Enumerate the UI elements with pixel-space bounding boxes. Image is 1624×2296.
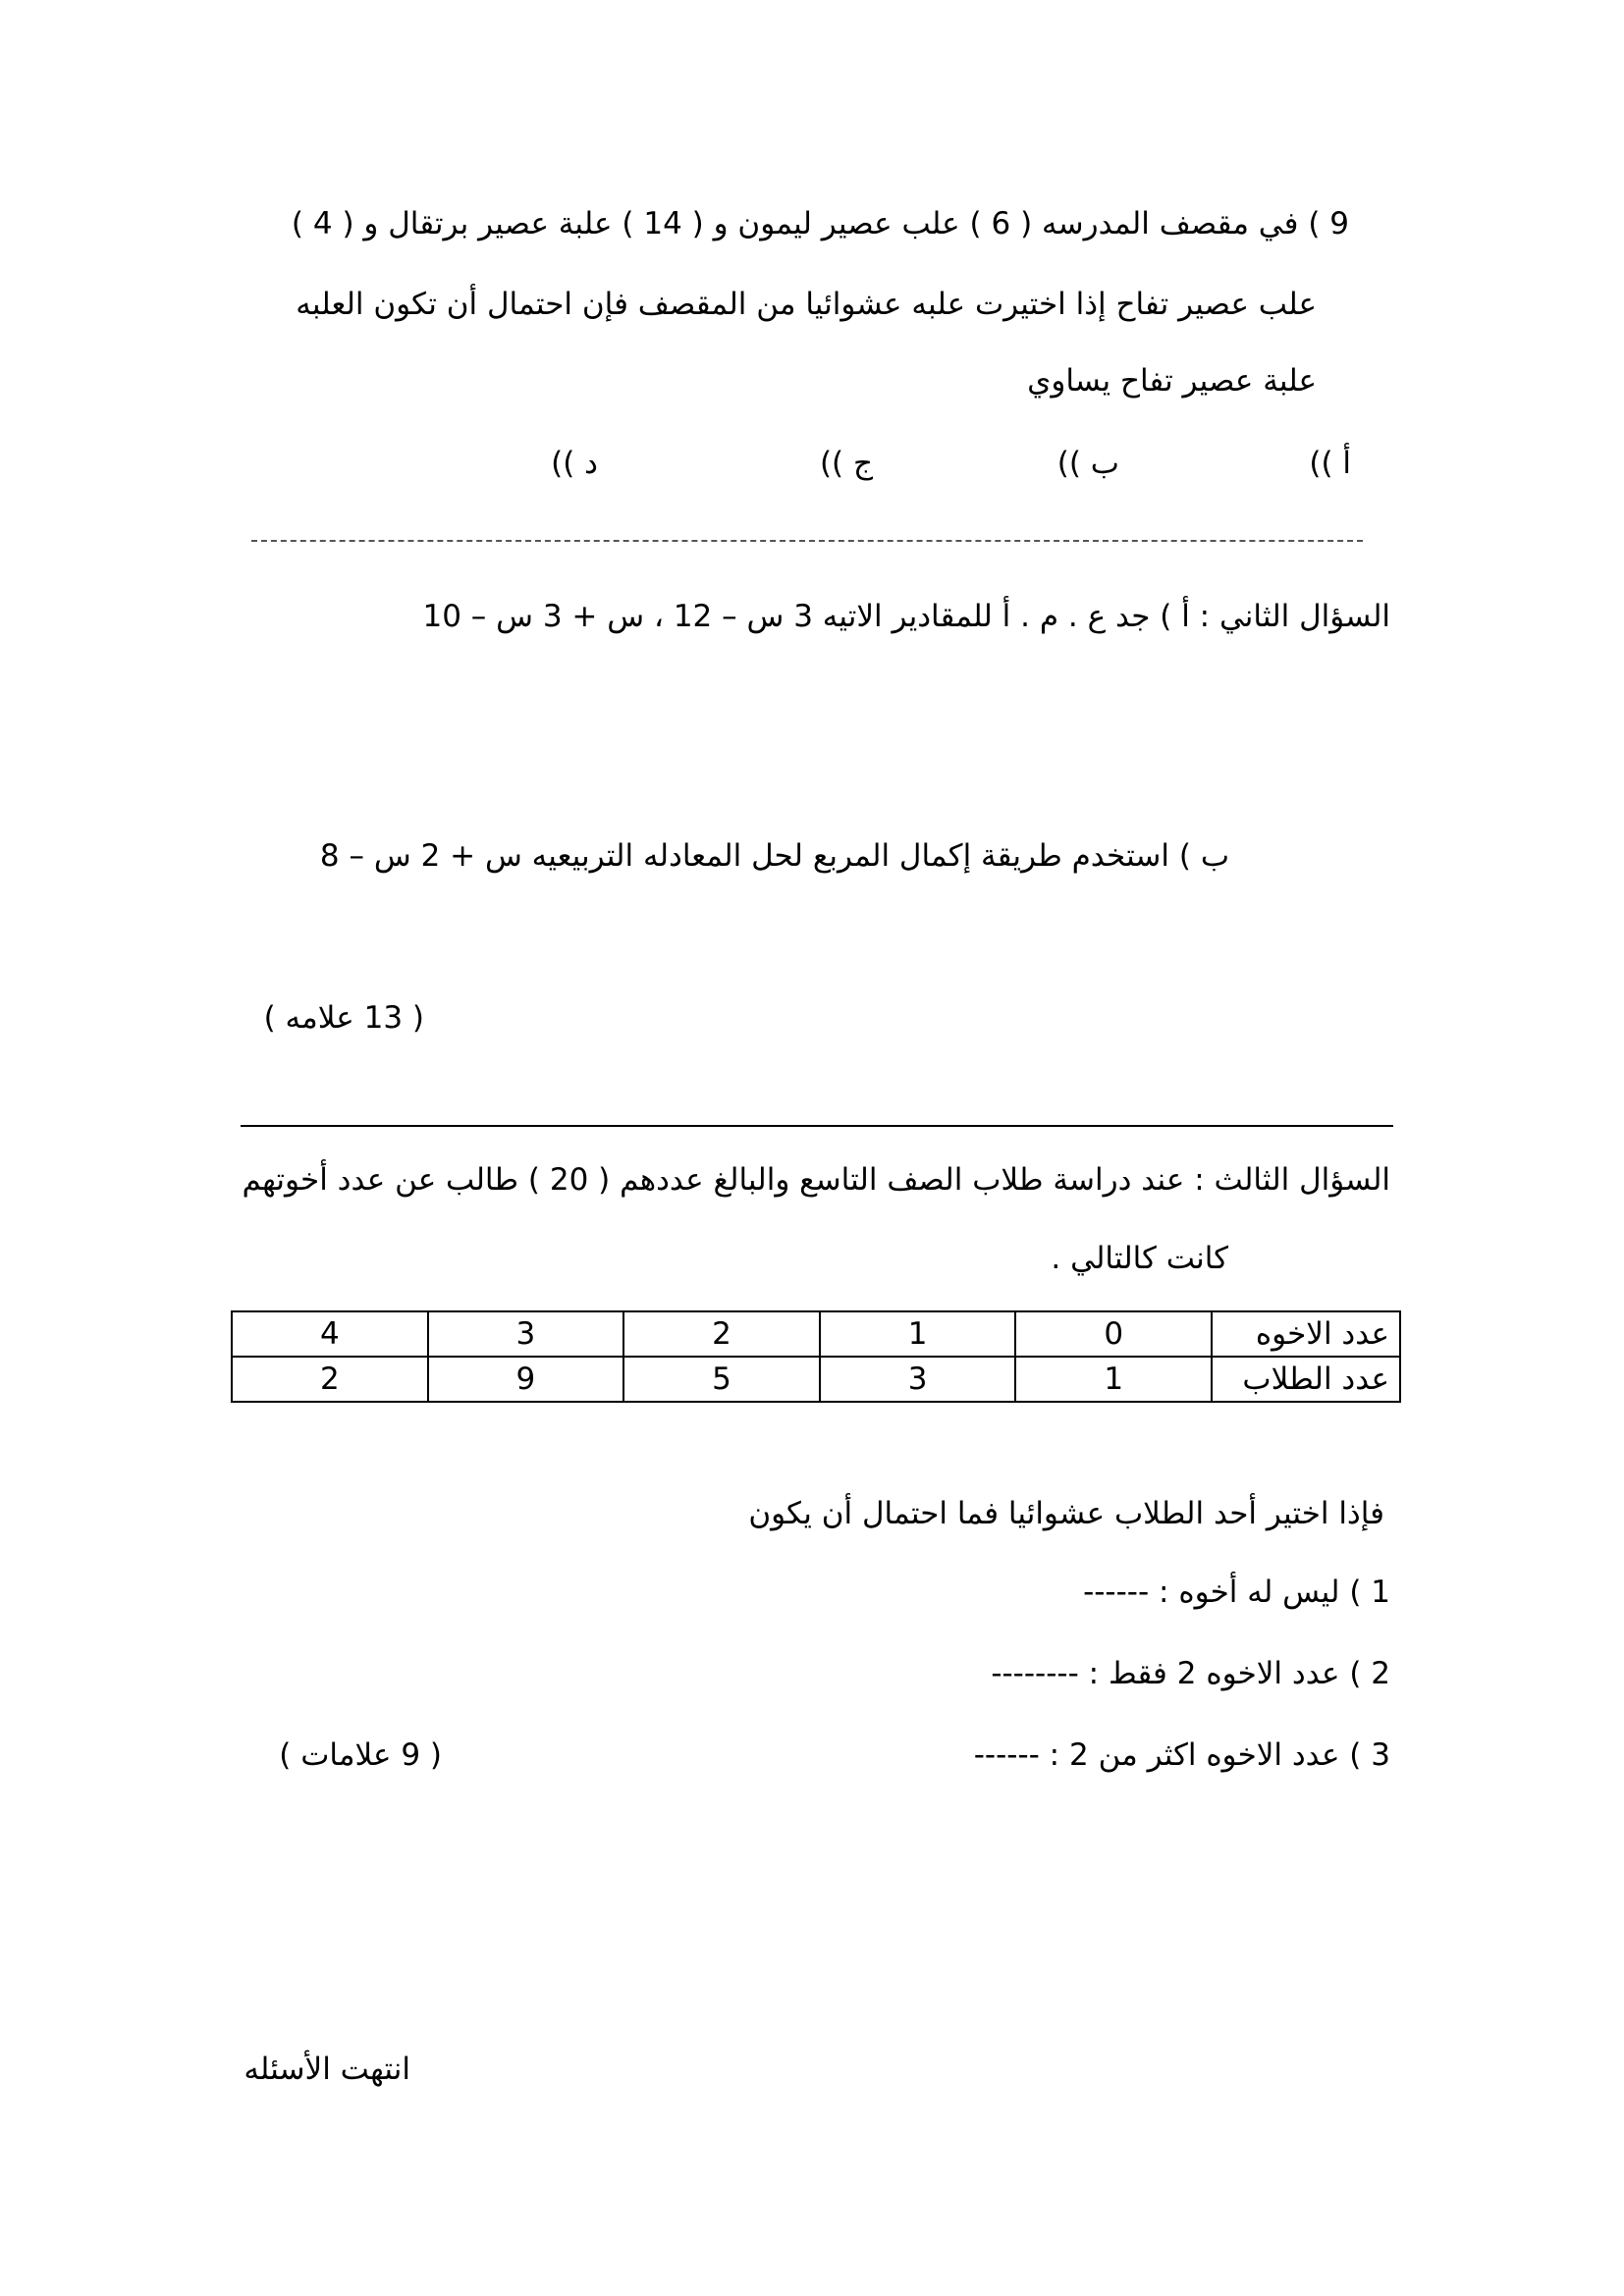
- q9-choice-a: أ )): [1309, 446, 1351, 481]
- q3-marks: ( 9 علامات ): [279, 1737, 442, 1773]
- q2-part-a: السؤال الثاني : أ ) جد ع . م . أ للمقادير الاتيه 3 س – 12 ، س + 3 س – 10: [422, 599, 1390, 634]
- table-cell: 3: [820, 1357, 1016, 1402]
- solid-divider: [241, 1125, 1393, 1127]
- q2-marks: ( 13 علامه ): [263, 1000, 424, 1036]
- q9-line-1: 9 ) في مقصف المدرسه ( 6 ) علب عصير ليمون و ( 14 ) علبة عصير برتقال و ( 4 ): [291, 206, 1349, 241]
- q3-item-2: 2 ) عدد الاخوه 2 فقط : --------: [991, 1656, 1390, 1691]
- q9-choice-c: ج )): [819, 446, 873, 481]
- q9-choice-b: ب )): [1056, 446, 1119, 481]
- q9-choice-d: د )): [551, 446, 598, 481]
- dashed-divider: [251, 540, 1363, 542]
- table-cell: 3: [428, 1311, 624, 1357]
- siblings-frequency-table: [231, 1310, 1401, 1403]
- table-row-header: عدد الاخوه: [1212, 1311, 1400, 1357]
- table-row: [232, 1311, 1400, 1357]
- table-cell: 4: [232, 1311, 428, 1357]
- q3-item-1: 1 ) ليس له أخوه : ------: [1083, 1575, 1390, 1610]
- end-note: انتهت الأسئله: [244, 2052, 410, 2087]
- q3-intro-line-2: كانت كالتالي .: [1051, 1241, 1228, 1276]
- table-row: [232, 1357, 1400, 1402]
- table-row-header: عدد الطلاب: [1212, 1357, 1400, 1402]
- table-cell: 1: [820, 1311, 1016, 1357]
- q3-item-3: 3 ) عدد الاخوه اكثر من 2 : ------: [973, 1737, 1390, 1773]
- q9-line-3: علبة عصير تفاح يساوي: [1027, 363, 1317, 399]
- table-cell: 9: [428, 1357, 624, 1402]
- table-cell: 2: [623, 1311, 820, 1357]
- q3-prompt: فإذا اختير أحد الطلاب عشوائيا فما احتمال أن يكون: [748, 1496, 1384, 1531]
- table-cell: 5: [623, 1357, 820, 1402]
- table-cell: 0: [1015, 1311, 1212, 1357]
- table-cell: 2: [232, 1357, 428, 1402]
- q3-intro-line-1: السؤال الثالث : عند دراسة طلاب الصف التاسع والبالغ عددهم ( 20 ) طالب عن عدد أخوتهم: [242, 1162, 1390, 1198]
- q9-line-2: علب عصير تفاح إذا اختيرت علبه عشوائيا من المقصف فإن احتمال أن تكون العلبه: [296, 287, 1317, 322]
- q2-part-b: ب ) استخدم طريقة إكمال المربع لحل المعادله التربيعيه س + 2 س – 8: [319, 838, 1229, 874]
- table-cell: 1: [1015, 1357, 1212, 1402]
